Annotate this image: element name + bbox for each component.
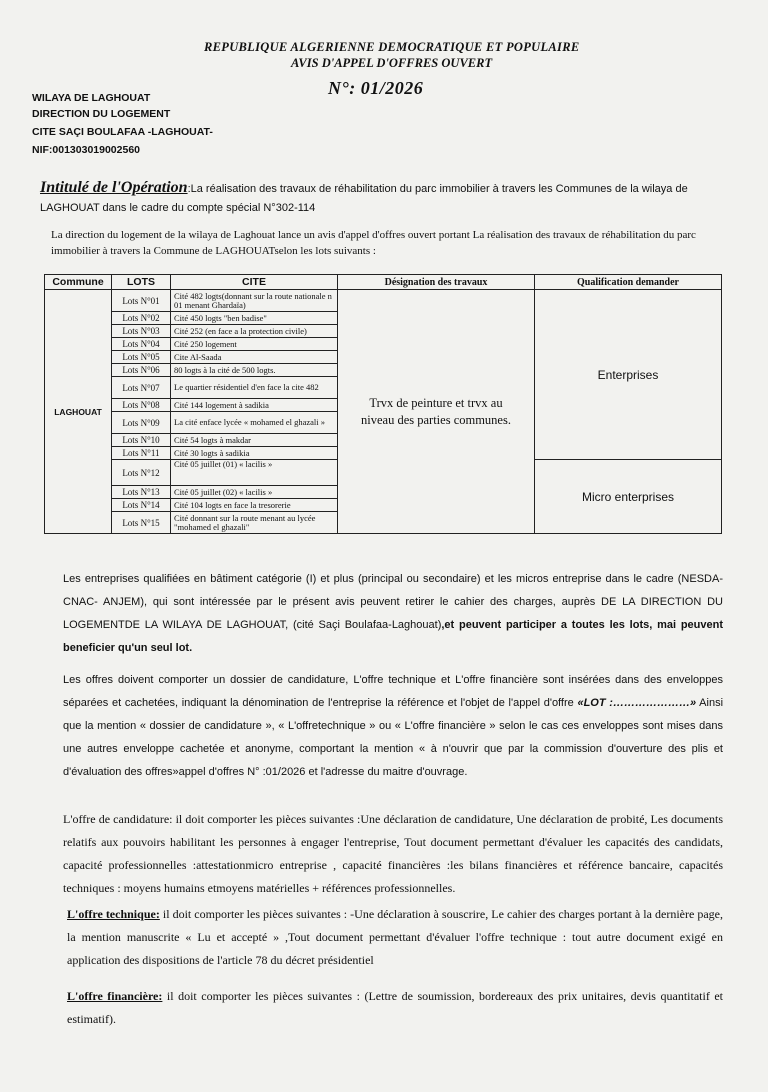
operation-text: :La réalisation des travaux de réhabilitation du parc immobilier à travers les Communes de la wilaya de LAGHOUAT dans le cadre du compte spécial N°302-114 [40,183,688,214]
intro-paragraph: La direction du logement de la wilaya de Laghouat lance un avis d'appel d'offres ouvert portant La réalisation des travaux de réhabilitation du parc immobilier à travers la Commune de LAGHOUATselon les lots suivants : [51,229,696,257]
republic-header: REPUBLIQUE ALGERIENNE DEMOCRATIQUE ET POPULAIRE [204,40,580,54]
paragraph-eligibility [63,568,723,660]
technique-label: L'offre technique: [67,907,160,921]
lot-cell: Lots N°09 [112,412,171,434]
avis-number: N°: 01/2026 [328,78,424,98]
lot-cell: Lots N°14 [112,499,171,512]
lot-cell: Lots N°10 [112,434,171,447]
paragraph-financiere [67,985,723,1031]
cite-cell: Cité 250 logement [171,338,338,351]
org-nif: NIF:001303019002560 [32,144,141,156]
paragraph-technique [67,903,723,972]
lots-table [44,274,722,534]
cite-cell: Cité 05 juillet (01) « lacilis » [171,460,338,486]
cite-cell: Cité 482 logts(donnant sur la route nationale n 01 menant Ghardaïa) [171,290,338,312]
cite-cell: Cité 144 logement à sadikia [171,399,338,412]
lot-cell: Lots N°12 [112,460,171,486]
lot-cell: Lots N°01 [112,290,171,312]
lot-cell: Lots N°15 [112,512,171,534]
offers-text: Les offres doivent comporter un dossier de candidature, L'offre technique et L'offre financière sont insérées dans des enveloppes séparées et cachetées, indiquant la dénomination de l'entreprise la référence et l'objet de l'appel d'offre [63,674,723,709]
operation-title [40,178,740,218]
cite-cell: Cité 30 logts à sadikia [171,447,338,460]
lot-cell: Lots N°08 [112,399,171,412]
designation-cell [338,290,535,534]
table-row [45,290,722,312]
eligibility-text: Les entreprises qualifiées en bâtiment catégorie (I) et plus (principal ou secondaire) et les micros entreprise dans le cadre (NESDA- CNAC- ANJEM), qui sont intéressée par le présent avis peuvent retirer le cahier des charges, auprès DE LA DIRECTION DU LOGEMENTDE LA WILAYA DE LAGHOUAT, (cité Saçi Boulafaa-Laghouat) [63,573,723,631]
cite-cell: Le quartier résidentiel d'en face la cite 482 [171,377,338,399]
lot-cell: Lots N°04 [112,338,171,351]
lot-cell: Lots N°02 [112,312,171,325]
cite-cell: Cité donnant sur la route menant au lycée "mohamed el ghazali" [171,512,338,534]
eligibility-bold: ,et peuvent participer a toutes les lots, mai peuvent beneficier qu'un seul lot. [63,619,723,654]
offers-text-continued: Ainsi que la mention « dossier de candidature », « L'offretechnique » ou « L'offre financière » selon le cas ces enveloppes sont mises dans une autres enveloppe cachetée et anonyme, comportant la mention « à n'ouvrir que par la commission d'ouverture des plis et d'évaluation des offres»appel d'offres N° :01/2026 et l'adresse du maitre d'ouvrage. [63,697,724,778]
cite-cell: Cité 05 juillet (02) « lacilis » [171,486,338,499]
cite-cell: Cité 104 logts en face la tresorerie [171,499,338,512]
cite-cell: Cité 450 logts "ben badise" [171,312,338,325]
org-wilaya: WILAYA DE LAGHOUAT [32,92,151,104]
table-header-row [45,275,722,290]
cite-cell: Cite Al-Saada [171,351,338,364]
avis-header: AVIS D'APPEL D'OFFRES OUVERT [291,56,493,70]
col-lots: LOTS [112,275,171,290]
org-address: CITE SAÇI BOULAFAA -LAGHOUAT- [32,126,213,138]
cite-cell: Cité 54 logts à makdar [171,434,338,447]
paragraph-candidature [63,808,723,900]
paragraph-offers [63,669,723,784]
cite-cell: 80 logts à la cité de 500 logts. [171,364,338,377]
lot-cell: Lots N°06 [112,364,171,377]
col-cite: CITE [171,275,338,290]
financiere-label: L'offre financière: [67,989,163,1003]
technique-text: il doit comporter les pièces suivantes : -Une déclaration à souscrire, Le cahier des charges portant à la dernière page, la mention manuscrite « Lu et accepté » ,Tout document permettant d'évaluer l'offre technique : tout autre document exigé en application des dispositions de l'article 78 du décret présidentiel [67,907,724,967]
designation-text: Trvx de peinture et trvx au niveau des parties communes. [361,395,511,427]
qualification-enterprises: Enterprises [535,290,722,460]
lot-cell: Lots N°07 [112,377,171,399]
col-qualification: Qualification demander [535,275,722,290]
lot-cell: Lots N°03 [112,325,171,338]
cite-cell: Cité 252 (en face a la protection civile) [171,325,338,338]
col-designation: Désignation des travaux [338,275,535,290]
lot-cell: Lots N°13 [112,486,171,499]
qualification-micro: Micro enterprises [535,460,722,534]
commune-cell: LAGHOUAT [45,290,112,534]
org-direction: DIRECTION DU LOGEMENT [32,108,171,120]
financiere-text: il doit comporter les pièces suivantes : (Lettre de soumission, bordereaux des prix unitaires, devis quantitatif et estimatif). [67,989,723,1026]
offers-lot-mention: «LOT :…………………» [577,697,697,709]
operation-label: Intitulé de l'Opération [40,179,188,196]
col-commune: Commune [45,275,112,290]
candidature-text: L'offre de candidature: il doit comporter les pièces suivantes :Une déclaration de candidature, Une déclaration de probité, Les documents relatifs aux pouvoirs habilitant les personnes à engager l'entreprise, Tout document permettant d'évaluer les capacités des candidats, capacité professionnelles :attestationmicro entreprise , capacité financières :les bilans financières et référence bancaire, capacités techniques : moyens humains etmoyens matérielles + références professionnelles. [63,812,723,895]
cite-cell: La cité enface lycée « mohamed el ghazali » [171,412,338,434]
lot-cell: Lots N°11 [112,447,171,460]
lot-cell: Lots N°05 [112,351,171,364]
